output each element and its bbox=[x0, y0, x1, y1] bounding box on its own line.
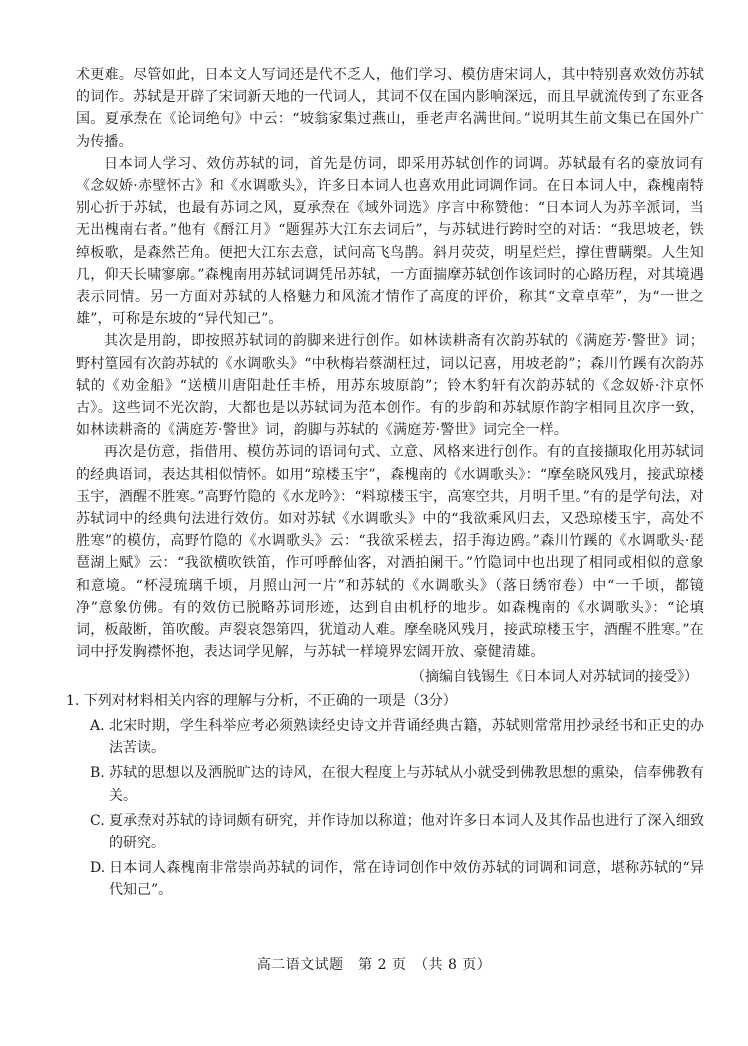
option-label: D. bbox=[90, 860, 106, 877]
option-label: C. bbox=[90, 812, 105, 829]
article-paragraph-2: 日本词人学习、效仿苏轼的词，首先是仿词，即采用苏轼创作的词调。苏轼最有名的豪放词有《念奴娇·赤壁怀古》和《水调歌头》，许多日本词人也喜欢用此词调作词。在日本词人中，森槐南特别心折于苏轼，也最有苏词之风，夏承焘在《域外词选》序言中称赞他：“日本词人为苏辛派词，当无出槐南右者。”他有《酹江月》“题猩苏大江东去词后”，与苏轼进行跨时空的对话：“我思坡老，铁绰板歌，是森然芒角。便把大江东去意，试问高飞鸟鹊。斜月荧荧，明星烂烂，撑住曹瞒槊。人生知几，仰天长啸寥廓。”森槐南用苏轼词调凭吊苏轼，一方面揣摩苏轼创作该词时的心路历程，对其境遇表示同情。另一方面对苏轼的人格魅力和风流才情作了高度的评价，称其“文章卓荦”，为“一世之雄”，可称是东坡的“异代知己”。 bbox=[76, 155, 704, 328]
option-text: 北宋时期，学生科举应考必须熟读经史诗文并背诵经典古籍，苏轼则常常用抄录经书和正史的办法苦读。 bbox=[109, 717, 704, 757]
option-d bbox=[76, 857, 704, 901]
option-label: A. bbox=[90, 717, 105, 734]
article-paragraph-1: 术更难。尽管如此，日本文人写词还是代不乏人，他们学习、模仿唐宋词人，其中特别喜欢效仿苏轼的词作。苏轼是开辟了宋词新天地的一代词人，其词不仅在国内影响深远，而且早就流传到了东亚各国。夏承焘在《论词绝句》中云：“坡翁家集过燕山，垂老声名满世间。”说明其生前文集已在国外广为传播。 bbox=[76, 67, 704, 150]
option-text: 日本词人森槐南非常崇尚苏轼的词作，常在诗词创作中效仿苏轼的词调和词意，堪称苏轼的“异代知己”。 bbox=[109, 860, 704, 899]
article-paragraph-4: 再次是仿意，指借用、模仿苏词的语词句式、立意、风格来进行创作。有的直接撷取化用苏轼词的经典语词，表达其相似情怀。如用“琼楼玉宇”，森槐南的《水调歌头》：“摩垒晓风残月，接武琼楼玉宇，酒醒不胜寒。”高野竹隐的《水龙吟》：“料琼楼玉宇，高寒空共，月明千里。”有的是学句法，对苏轼词中的经典句法进行效仿。如对苏轼《水调歌头》中的“我欲乘风归去，又恐琼楼玉宇，高处不胜寒”的模仿，高野竹隐的《水调歌头》云：“我欲采槎去，招手海边鸥。”森川竹蹊的《水调歌头·琵琶湖上赋》云：“我欲横吹铁笛，作可呼醉仙客，对酒拍阑干。”竹隐词中也出现了相同或相似的意象和意境。“杯浸琉璃千顷，月照山河一片”和苏轼的《水调歌头》（落日绣帘卷）中“一千顷，都镜净”意象仿佛。有的效仿已脱略苏词形迹，达到自由机杼的地步。如森槐南的《水调歌头》：“论填词，板敲断，笛吹酸。声裂哀怨第四，犹道动人难。摩垒晓风残月，接武琼楼玉宇，酒醒不胜寒。”在词中抒发胸襟怀抱，表达词学见解，与苏轼一样境界宏阔开放、豪健清雄。 bbox=[76, 444, 704, 661]
article-paragraph-3: 其次是用韵，即按照苏轼词的韵脚来进行创作。如林读耕斋有次韵苏轼的《满庭芳·警世》词；野村篁园有次韵苏轼的《水调歌头》“中秋梅岩蔡湖枉过，词以记喜，用坡老韵”；森川竹蹊有次韵苏轼的《劝金船》“送横川唐阳赴任丰桥，用苏东坡原韵”；铃木豹轩有次韵苏轼的《念奴娇·汴京怀古》。这些词不光次韵，大都也是以苏轼词为范本创作。有的步韵和苏轼原作韵字相同且次序一致，如林读耕斋的《满庭芳·警世》词，韵脚与苏轼的《满庭芳·警世》词完全一样。 bbox=[76, 333, 704, 439]
article bbox=[76, 64, 704, 689]
option-text: 苏轼的思想以及洒脱旷达的诗风，在很大程度上与苏轼从小就受到佛教思想的熏染，信奉佛教有关。 bbox=[109, 765, 704, 804]
question-stem: 1. 下列对材料相关内容的理解与分析，不正确的一项是（3分） bbox=[66, 692, 457, 709]
option-b bbox=[76, 762, 704, 806]
article-source: （摘编自钱锡生《日本词人对苏轼词的接受》） bbox=[411, 669, 698, 686]
page-footer: 高二语文试题 第 2 页 （共 8 页） bbox=[256, 957, 492, 973]
option-c bbox=[76, 810, 704, 854]
option-label: B. bbox=[90, 765, 105, 782]
option-text: 夏承焘对苏轼的诗词颇有研究，并作诗加以称道；他对许多日本词人及其作品也进行了深入细致的研究。 bbox=[109, 812, 704, 851]
option-a bbox=[76, 715, 704, 759]
question-1 bbox=[66, 690, 704, 902]
